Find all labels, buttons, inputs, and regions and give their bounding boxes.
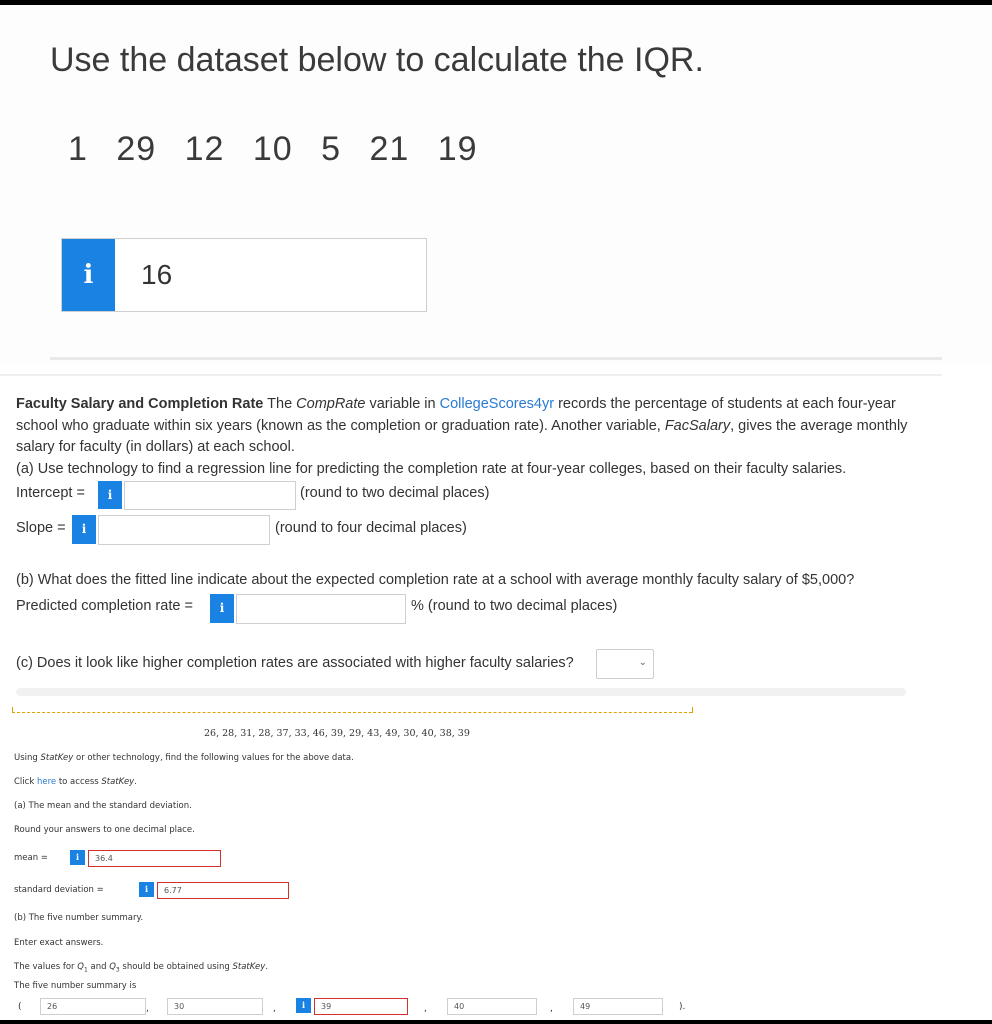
instruction-text <box>14 753 354 763</box>
predicted-hint: % (round to two decimal places) <box>411 598 618 614</box>
comma: , <box>424 1004 427 1014</box>
slope-label: Slope = <box>16 520 66 536</box>
comma: , <box>550 1004 553 1014</box>
question-intro <box>16 394 916 480</box>
part-a-text: (a) The mean and the standard deviation. <box>14 801 192 811</box>
dataset-link[interactable]: CollegeScores4yr <box>439 396 555 412</box>
median-input[interactable] <box>314 998 408 1015</box>
q3-subscript: 3 <box>115 966 120 974</box>
q3-symbol: Q <box>109 962 116 972</box>
exact-note: Enter exact answers. <box>14 938 104 948</box>
note-part: should be obtained using <box>119 962 233 972</box>
divider <box>16 688 906 696</box>
q3-value: 40 <box>454 1002 465 1011</box>
mean-value: 36.4 <box>95 854 113 863</box>
q3-input[interactable] <box>447 998 537 1015</box>
question-heading: Faculty Salary and Completion Rate <box>16 396 264 412</box>
dashed-border <box>12 712 692 713</box>
note-part: and <box>87 962 110 972</box>
dashed-border <box>12 707 13 713</box>
chevron-down-icon: ⌄ <box>638 657 647 668</box>
iqr-answer-value: 16 <box>141 259 173 290</box>
part-b-text: (b) The five number summary. <box>14 913 144 923</box>
sd-input[interactable] <box>157 882 289 899</box>
comma: , <box>273 1004 276 1014</box>
variable-name: FacSalary <box>664 417 731 434</box>
instruction-part: or other technology, find the following values for the above data. <box>73 753 354 763</box>
info-icon[interactable]: i <box>70 850 85 865</box>
regression-question-panel <box>0 374 942 698</box>
quartile-note: The values for $Q_1$ and $Q_3$ should be obtained using StatKey. <box>14 962 269 974</box>
mean-input[interactable] <box>88 850 221 867</box>
predicted-rate-input[interactable] <box>236 594 406 624</box>
click-here-text: Click here to access StatKey. <box>14 777 137 787</box>
open-paren: ( <box>18 1002 22 1012</box>
mean-label: mean = <box>14 853 48 863</box>
q1-input[interactable] <box>167 998 263 1015</box>
intro-text: records the percentage of students at each four-year school who graduate within six years (known as the completion or graduation rate). Another variable, <box>16 396 896 434</box>
intro-text: The <box>263 396 297 412</box>
statkey-link[interactable]: here <box>36 777 57 787</box>
info-icon[interactable]: i <box>98 481 122 509</box>
intercept-label: Intercept = <box>16 485 85 501</box>
median-value: 39 <box>321 1002 332 1011</box>
predicted-label: Predicted completion rate = <box>16 598 193 614</box>
part-b-text: (b) What does the fitted line indicate about the expected completion rate at a school with average monthly faculty salary of $5,000? <box>16 572 855 588</box>
sd-value: 6.77 <box>164 886 182 895</box>
instruction-part: Using <box>14 753 41 763</box>
info-icon[interactable]: i <box>210 594 234 623</box>
intro-text: variable in <box>365 396 440 412</box>
info-icon[interactable]: i <box>296 998 311 1013</box>
close-paren: ). <box>679 1002 686 1012</box>
q1-symbol: Q <box>77 962 84 972</box>
comma: , <box>146 1004 149 1014</box>
dataset-values: 1 29 12 10 5 21 19 <box>68 130 478 168</box>
instruction-part: to access <box>56 777 102 787</box>
intro-text: , gives the average monthly salary for faculty (in dollars) at each school. <box>16 417 908 455</box>
note-part: The values for <box>14 962 78 972</box>
statkey-question-panel <box>0 706 782 1020</box>
dashed-border <box>692 707 693 713</box>
q1-value: 30 <box>174 1002 185 1011</box>
slope-hint: (round to four decimal places) <box>275 520 467 536</box>
sd-label: standard deviation = <box>14 885 104 895</box>
five-number-label: The five number summary is <box>14 981 137 991</box>
statkey-name: StatKey <box>40 753 74 763</box>
round-note: Round your answers to one decimal place. <box>14 825 195 835</box>
max-input[interactable] <box>573 998 663 1015</box>
iqr-question-panel <box>0 5 992 365</box>
intercept-hint: (round to two decimal places) <box>300 485 490 501</box>
association-select[interactable] <box>596 649 654 679</box>
variable-name: CompRate <box>296 396 366 412</box>
intercept-input[interactable] <box>124 481 296 510</box>
q1-subscript: 1 <box>83 966 88 974</box>
info-icon[interactable]: i <box>72 515 96 544</box>
statkey-name: StatKey <box>232 962 266 972</box>
info-icon[interactable]: i <box>62 239 115 311</box>
bottom-border <box>0 1020 992 1024</box>
part-c-text: (c) Does it look like higher completion rates are associated with higher faculty salaries? <box>16 655 574 671</box>
part-a-text: (a) Use technology to find a regression line for predicting the completion rate at four-year colleges, based on their faculty salaries. <box>16 460 847 477</box>
min-value: 26 <box>47 1002 58 1011</box>
data-values: 26, 28, 31, 28, 37, 33, 46, 39, 29, 43, 49, 30, 40, 38, 39 <box>204 728 470 739</box>
instruction-part: Click <box>14 777 37 787</box>
divider <box>50 357 942 360</box>
question-title: Use the dataset below to calculate the IQR. <box>50 41 704 79</box>
info-icon[interactable]: i <box>139 882 154 897</box>
statkey-name: StatKey <box>101 777 135 787</box>
min-input[interactable] <box>40 998 146 1015</box>
slope-input[interactable] <box>98 515 270 545</box>
max-value: 49 <box>580 1002 591 1011</box>
iqr-answer-field[interactable] <box>61 238 427 312</box>
